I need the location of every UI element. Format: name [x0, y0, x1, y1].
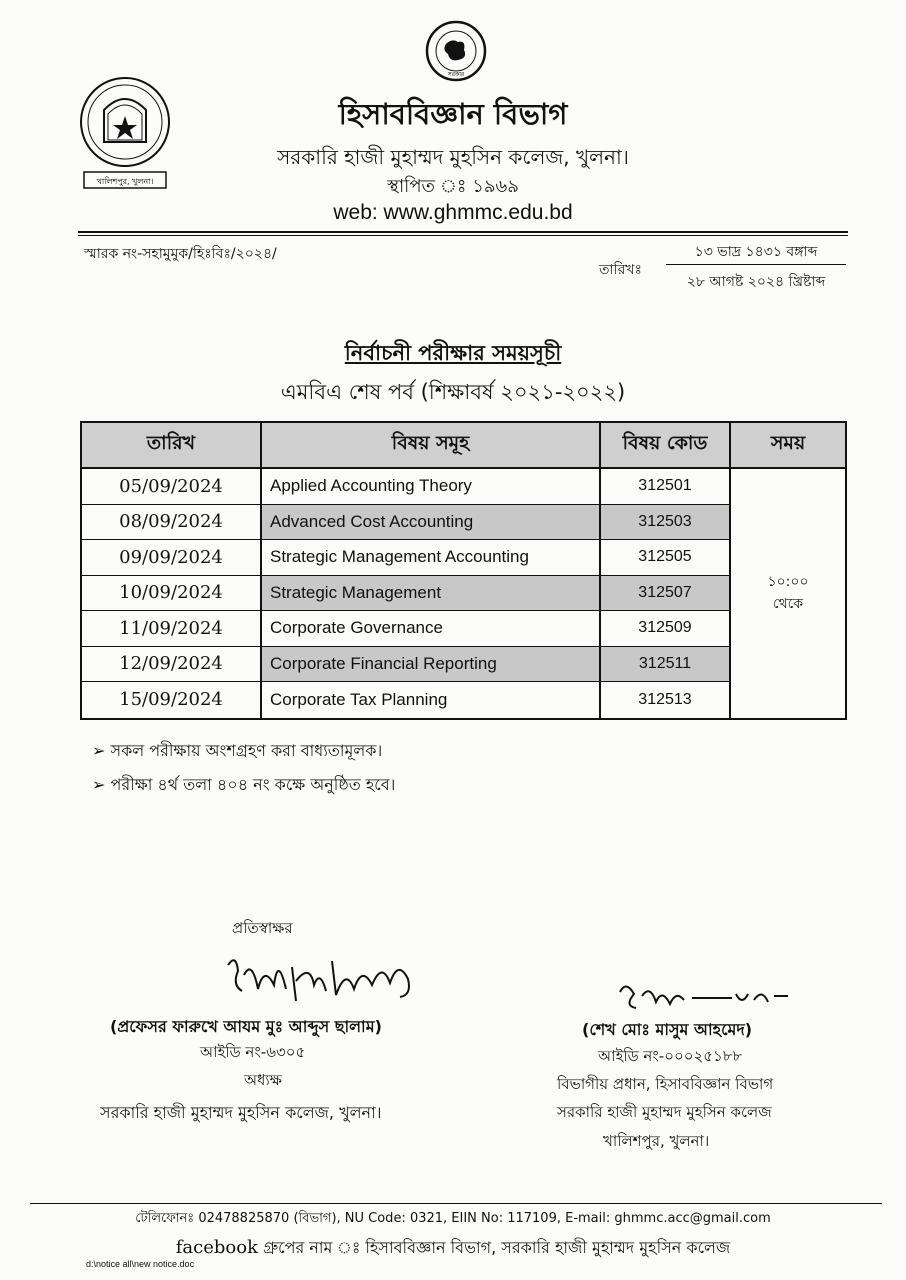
- memo-number: স্মারক নং-সহামুমুক/হিঃবিঃ/২০২৪/: [84, 246, 277, 262]
- row-code: 312513: [601, 682, 731, 718]
- table-row: [82, 682, 731, 718]
- row-code: 312507: [601, 576, 731, 611]
- row-code: 312501: [601, 469, 731, 504]
- row-subject: Strategic Management Accounting: [262, 540, 601, 575]
- date-label: তারিখঃ: [599, 262, 642, 278]
- header-date: তারিখ: [82, 423, 262, 467]
- row-subject: Applied Accounting Theory: [262, 469, 601, 504]
- table-body: [82, 469, 731, 718]
- exam-time: ১০:০০: [767, 574, 809, 591]
- date-bangla: ১৩ ভাদ্র ১৪৩১ বঙ্গাব্দ: [694, 244, 818, 260]
- row-date: 08/09/2024: [82, 505, 262, 540]
- principal-signature: [222, 945, 422, 1015]
- logo-caption: খালিশপুর, খুলনা।: [96, 177, 154, 186]
- college-name: সরকারি হাজী মুহাম্মদ মুহসিন কলেজ, খুলনা।: [277, 145, 629, 169]
- department-title: হিসাববিজ্ঞান বিভাগ: [338, 97, 568, 131]
- arrow-bullet-icon: ➢: [92, 775, 111, 794]
- facebook-group: [0, 1235, 906, 1262]
- facebook-group-name: গ্রুপের নাম ঃ হিসাববিজ্ঞান বিভাগ, সরকারি হাজী মুহাম্মদ মুহসিন কলেজ: [257, 1238, 731, 1257]
- table-row: [82, 505, 731, 541]
- header-code: বিষয় কোড: [601, 423, 731, 467]
- row-subject: Advanced Cost Accounting: [262, 505, 601, 540]
- row-subject: Corporate Governance: [262, 611, 601, 646]
- row-date: 05/09/2024: [82, 469, 262, 504]
- file-path: d:\notice all\new notice.doc: [86, 1259, 195, 1269]
- table-header: [82, 423, 845, 469]
- row-date: 12/09/2024: [82, 647, 262, 682]
- government-seal: [408, 20, 504, 82]
- principal-name: (প্রফেসর ফারুখে আযম মুঃ আব্দুস ছালাম): [110, 1017, 382, 1036]
- table-row: [82, 469, 731, 505]
- row-code: 312503: [601, 505, 731, 540]
- date-english: ২৮ আগষ্ট ২০২৪ খ্রিষ্টাব্দ: [686, 274, 826, 290]
- schedule-table: [80, 421, 847, 720]
- row-code: 312509: [601, 611, 731, 646]
- header-divider: [78, 231, 848, 236]
- program-title: এমবিএ শেষ পর্ব (শিক্ষাবর্ষ ২০২১-২০২২): [280, 380, 626, 404]
- head-id: আইডি নং-০০০২৫১৮৮: [598, 1047, 743, 1065]
- note-item: ➢ সকল পরীক্ষায় অংশগ্রহণ করা বাধ্যতামূলক।: [92, 741, 383, 760]
- established-year: স্থাপিত ঃ ১৯৬৯: [387, 176, 519, 197]
- head-role: বিভাগীয় প্রধান, হিসাববিজ্ঞান বিভাগ: [557, 1075, 774, 1093]
- row-code: 312511: [601, 647, 731, 682]
- principal-college: সরকারি হাজী মুহাম্মদ মুহসিন কলেজ, খুলনা।: [100, 1103, 382, 1122]
- principal-id: আইডি নং-৬৩০৫: [200, 1043, 306, 1061]
- row-subject: Strategic Management: [262, 576, 601, 611]
- header-subject: বিষয় সমূহ: [262, 423, 601, 467]
- footer-divider: [30, 1203, 882, 1204]
- head-college: সরকারি হাজী মুহাম্মদ মুহসিন কলেজ: [557, 1103, 772, 1121]
- row-date: 15/09/2024: [82, 682, 262, 718]
- arrow-bullet-icon: ➢: [92, 741, 111, 760]
- countersign-label: প্রতিস্বাক্ষর: [232, 919, 293, 937]
- head-place: খালিশপুর, খুলনা।: [603, 1132, 710, 1150]
- row-code: 312505: [601, 540, 731, 575]
- header-time: সময়: [770, 432, 806, 454]
- note-item: ➢ পরীক্ষা ৪র্থ তলা ৪০৪ নং কক্ষে অনুষ্ঠিত হবে।: [92, 775, 396, 794]
- date-divider: [666, 264, 846, 265]
- website: web: www.ghmmc.edu.bd: [333, 201, 573, 224]
- row-date: 10/09/2024: [82, 576, 262, 611]
- facebook-label: facebook: [175, 1237, 258, 1258]
- row-subject: Corporate Tax Planning: [262, 682, 601, 718]
- head-name: (শেখ মোঃ মাসুম আহমেদ): [582, 1020, 753, 1039]
- seal-caption: সরকার: [447, 71, 465, 78]
- exam-time-cell: [731, 469, 845, 718]
- row-date: 11/09/2024: [82, 611, 262, 646]
- head-signature: [612, 976, 798, 1020]
- schedule-title: নির্বাচনী পরীক্ষার সময়সূচী: [344, 341, 562, 365]
- row-subject: Corporate Financial Reporting: [262, 647, 601, 682]
- principal-role: অধ্যক্ষ: [244, 1071, 282, 1089]
- table-row: [82, 647, 731, 683]
- table-row: [82, 611, 731, 647]
- table-row: [82, 540, 731, 576]
- contact-info: টেলিফোনঃ 02478825870 (বিভাগ), NU Code: 0321, EIIN No: 117109, E-mail: ghmmc.acc@gmail.com: [135, 1211, 771, 1226]
- exam-time-suffix: থেকে: [772, 596, 804, 613]
- table-row: [82, 576, 731, 612]
- row-date: 09/09/2024: [82, 540, 262, 575]
